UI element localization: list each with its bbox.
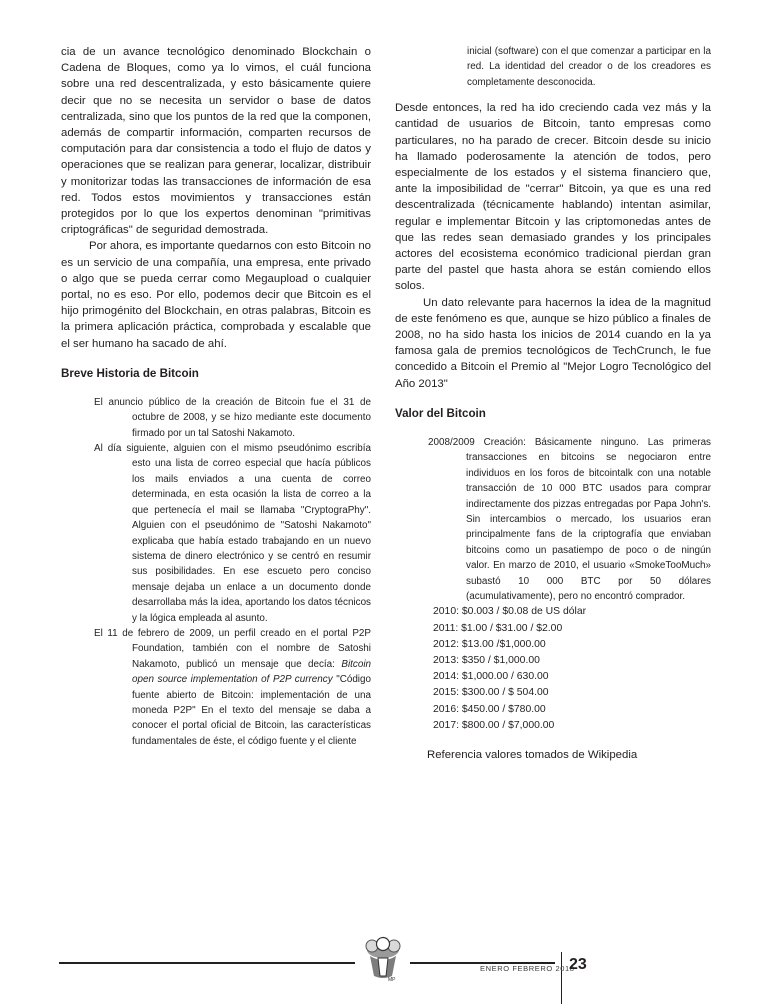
quoted-title: Bitcoin open source implementation of P2P currency xyxy=(132,658,371,686)
value-year-item: 2012: $13.00 /$1,000.00 xyxy=(433,638,546,650)
body-paragraph: Un dato relevante para hacernos la idea de la magnitud de este fenómeno es que, aunque se hizo público a finales de 2008, no ha sido hasta los inicios de 2014 cuando en la ya famosa gala de premios tecnológicos de TechCrunch, le fue concedido a Bitcoin el Premio al "Mejor Logro Tecnológico del Año 2013" xyxy=(395,296,711,390)
value-year-item: 2015: $300.00 / $ 504.00 xyxy=(433,687,549,699)
value-list xyxy=(395,435,711,734)
right-column xyxy=(395,44,711,763)
issue-date: ENERO FEBRERO 2018 xyxy=(480,964,575,973)
body-paragraph: cia de un avance tecnológico denominado Blockchain o Cadena de Bloques, como ya lo vimos, el cuál funciona sobre una red descentralizada, y esto básicamente quiere decir que no se necesita un servidor o base de datos centralizada, sino que los puntos de la red que la componen, además de compartir información, comparten recursos de computación para dar consistencia a todo el flujo de datos y operaciones que se realizan para generar, localizar, distribuir y monitorizar todas las transacciones de información de esa red. Todos estos movimientos y transacciones están protegidos por lo que los expertos denominan "primitivas criptográficas" de seguridad demostrada. xyxy=(61,46,371,237)
history-entry-text: El 11 de febrero de 2009, un perfil creado en el portal P2P Foundation, también con el nombre de Satoshi Nakamoto, publicó un mensaje que decía: xyxy=(94,627,371,670)
history-entry: El anuncio público de la creación de Bitcoin fue el 31 de octubre de 2008, y se hizo mediante este documento firmado por un tal Satoshi Nakamoto. xyxy=(94,396,371,439)
history-continuation: inicial (software) con el que comenzar a participar en la red. La identidad del creador o de los creadores es completamente desconocida. xyxy=(467,46,711,88)
value-year-item: 2010: $0.003 / $0.08 de US dólar xyxy=(433,606,587,618)
history-entry: Al día siguiente, alguien con el mismo pseudónimo escribía esto una lista de correo especial que hacía públicos los mails enviados a una cuenta de correo determinada, en esta ocasión la lista de correo a la que pertenecía el mail se llamaba "CryptograPhy". Alguien con el pseudónimo de "Satoshi Nakamoto" explicaba que había estado trabajando en un nuevo sistema de dinero electrónico y se centró en resumir sus posibilidades. En ese escueto pero conciso mensaje dejaba un enlace a un documento donde desarrollaba más la idea, aportando los datos técnicos y la lógica empleada al asunto. xyxy=(94,443,371,624)
left-column xyxy=(61,44,371,749)
reference-note: Referencia valores tomados de Wikipedia xyxy=(427,748,638,761)
value-year-item: 2011: $1.00 / $31.00 / $2.00 xyxy=(433,622,563,634)
value-entry-creation: 2008/2009 Creación: Básicamente ninguno. Las primeras transacciones en bitcoins se negociaron entre individuos en los foros de bitcointalk con una notable transacción de 10 000 BTC usados para comprar indirectamente dos pizzas entregadas por Papa John's. Sin intercambios o mercado, los usuarios eran principalmente fans de la criptografía que enviaban bitcoins como un pasatiempo de poco o de ningún valor. En marzo de 2010, el usuario «SmokeTooMuch» subastó 10 000 BTC por 50 dólares (acumulativamente), pero no encontró comprador. xyxy=(428,436,711,602)
value-years-list xyxy=(428,604,711,734)
history-list xyxy=(61,395,371,749)
section-heading-history: Breve Historia de Bitcoin xyxy=(61,366,199,380)
body-paragraph: Desde entonces, la red ha ido creciendo cada vez más y la cantidad de usuarios de Bitcoin, tanto empresas como particulares, no ha parado de crecer. Bitcoin desde su inicio ha llamado poderosamente la atención de todos, pero especialmente de los estados y el sistema financiero que, ante la imposibilidad de "cerrar" Bitcoin, ya que es una red descentralizada (técnicamente hablando) intentan asimilar, regular e implementar Bitcoin y las criptomonedas antes de que las redes sean demasiado grandes y los principales actores del ecosistema económico tradicional pierdan gran parte del pastel que hasta ahora se están comiendo ellos solos. xyxy=(395,102,711,293)
section-heading-value: Valor del Bitcoin xyxy=(395,406,486,420)
value-year-item: 2016: $450.00 / $780.00 xyxy=(433,703,546,715)
value-year-item: 2013: $350 / $1,000.00 xyxy=(433,654,540,666)
footer-divider xyxy=(561,952,562,1004)
value-year-item: 2014: $1,000.00 / 630.00 xyxy=(433,671,549,683)
history-entry xyxy=(94,626,371,749)
page-number: 23 xyxy=(569,956,587,973)
logo-text: MP xyxy=(388,977,396,982)
history-entry-text: "Código fuente abierto de Bitcoin: implementación de una moneda P2P" En el texto del mensaje se daba a conocer el portal oficial de Bitcoin, las características fundamentales de éste, el código fuente y el cliente xyxy=(132,674,371,747)
magazine-logo-icon xyxy=(358,936,408,982)
footer-rule xyxy=(59,962,355,964)
body-paragraph: Por ahora, es importante quedarnos con esto Bitcoin no es un servicio de una compañía, una empresa, ente privado o algo que se pueda cerrar como Megaupload o cualquier portal, no es eso. Por ello, podemos decir que Bitcoin es el hijo primogénito del Blockchain, en otras palabras, Bitcoin es la primera aplicación práctica, comprobada y escalable que el ser humano ha sacado de ahí. xyxy=(61,240,371,350)
value-year-item: 2017: $800.00 / $7,000.00 xyxy=(433,719,555,731)
